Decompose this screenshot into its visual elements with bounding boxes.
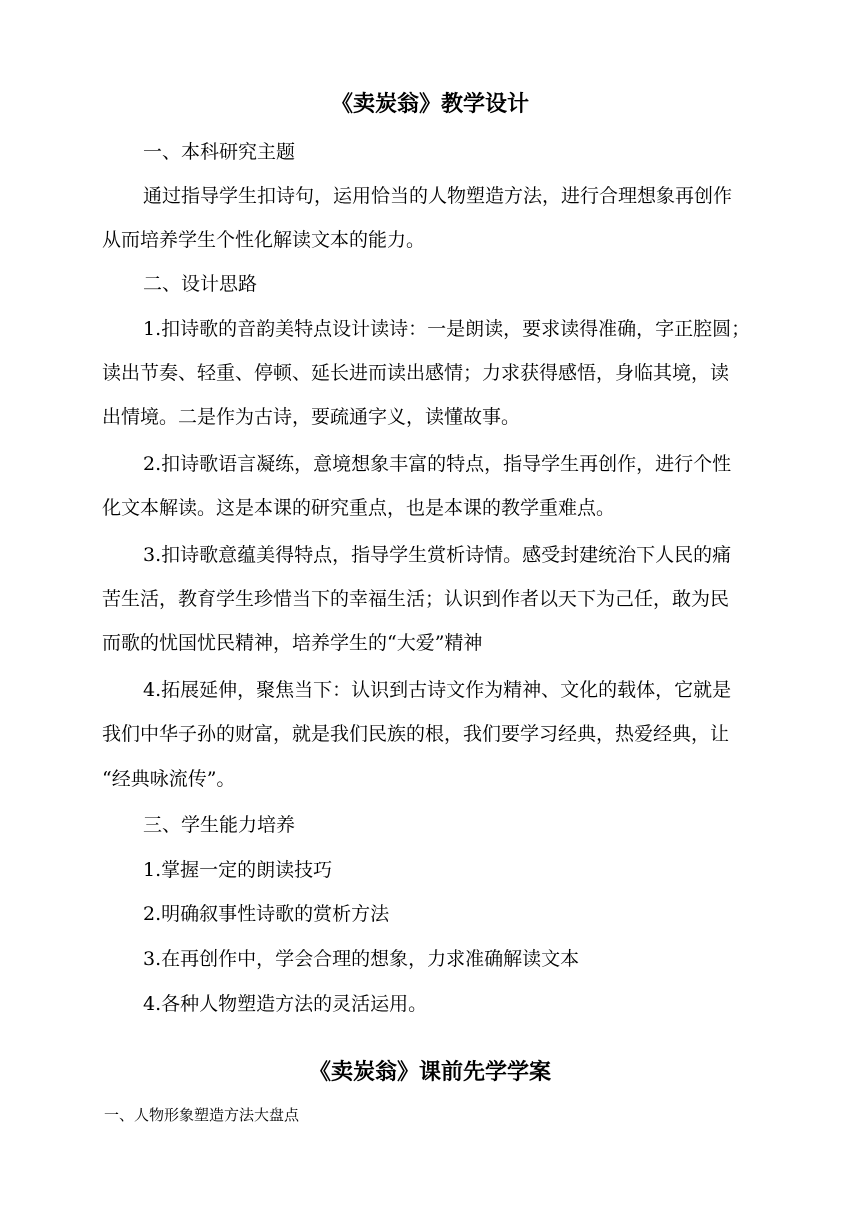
section-heading-character-methods: 一、人物形象塑造方法大盘点 (104, 1106, 300, 1124)
list-item-line: 4.拓展延伸，聚焦当下：认识到古诗文作为精神、文化的载体，它就是 (143, 679, 732, 701)
section-heading-research-topic: 一、本科研究主题 (143, 141, 296, 163)
list-item: 3.在再创作中，学会合理的想象，力求准确解读文本 (143, 948, 580, 970)
list-item-line: “经典咏流传”。 (102, 768, 236, 790)
list-item-line: 而歌的忧国忧民精神，培养学生的“大爱”精神 (102, 632, 483, 654)
section-heading-design-ideas: 二、设计思路 (143, 273, 258, 295)
list-item-line: 我们中华子孙的财富，就是我们民族的根，我们要学习经典，热爱经典，让 (102, 723, 730, 745)
list-item-line: 3.扣诗歌意蕴美得特点，指导学生赏析诗情。感受封建统治下人民的痛 (143, 544, 732, 566)
list-item-line: 出情境。二是作为古诗，要疏通字义，读懂故事。 (102, 406, 521, 428)
section-heading-student-abilities: 三、学生能力培养 (143, 814, 296, 836)
paragraph-line: 从而培养学生个性化解读文本的能力。 (102, 229, 426, 251)
list-item-line: 读出节奏、轻重、停顿、延长进而读出感情；力求获得感悟，身临其境，读 (102, 362, 730, 384)
list-item: 1.掌握一定的朗读技巧 (143, 859, 333, 881)
list-item: 2.明确叙事性诗歌的赏析方法 (143, 903, 390, 925)
second-document-title: 《卖炭翁》课前先学学案 (308, 1060, 551, 1085)
list-item-line: 2.扣诗歌语言凝练，意境想象丰富的特点，指导学生再创作，进行个性 (143, 453, 732, 475)
paragraph-line: 通过指导学生扣诗句，运用恰当的人物塑造方法，进行合理想象再创作 (143, 185, 733, 207)
list-item-line: 化文本解读。这是本课的研究重点，也是本课的教学重难点。 (102, 497, 616, 519)
list-item: 4.各种人物塑造方法的灵活运用。 (143, 993, 428, 1015)
document-title: 《卖炭翁》教学设计 (330, 92, 529, 117)
list-item-line: 1.扣诗歌的音韵美特点设计读诗：一是朗读，要求读得准确，字正腔圆； (143, 318, 751, 340)
list-item-line: 苦生活，教育学生珍惜当下的幸福生活；认识到作者以天下为己任，敢为民 (102, 588, 730, 610)
